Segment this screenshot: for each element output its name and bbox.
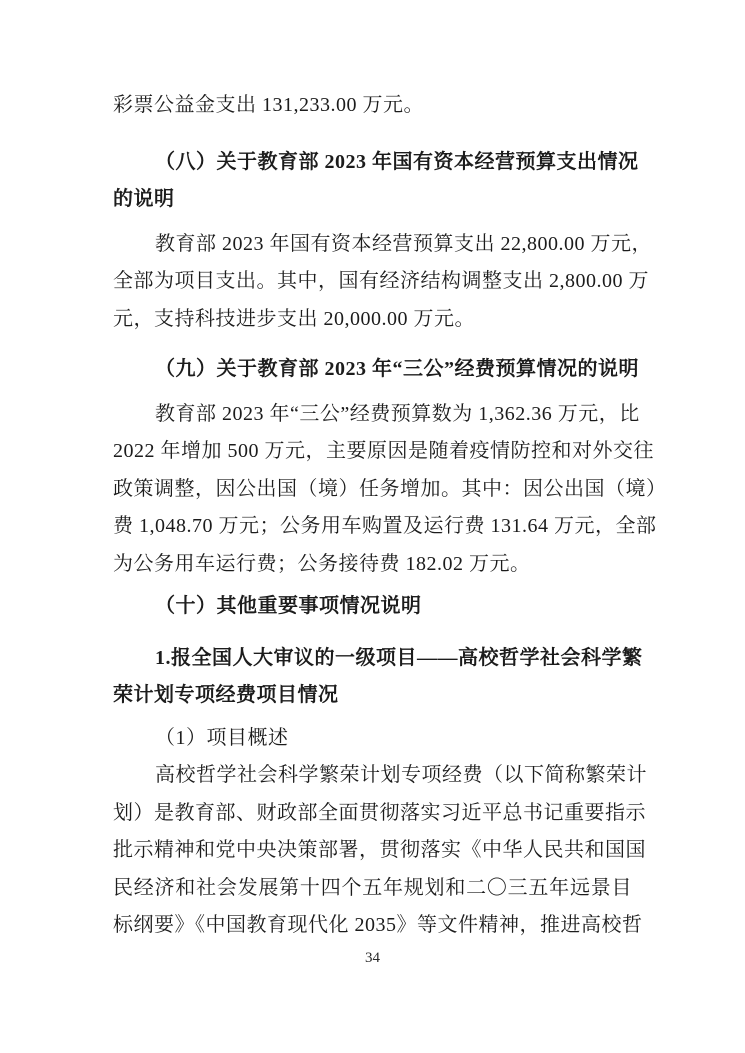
heading-item-1 — [113, 640, 643, 715]
text-line: （八）关于教育部 2023 年国有资本经营预算支出情况 — [155, 150, 639, 173]
paragraph-state-capital-budget — [113, 226, 652, 339]
text-line: 为公务用车运行费；公务接待费 182.02 万元。 — [113, 552, 531, 575]
paragraph-project-overview-label — [113, 720, 632, 758]
text-line: 彩票公益金支出 131,233.00 万元。 — [113, 94, 424, 116]
paragraph-project-overview — [113, 757, 647, 945]
text-line: （九）关于教育部 2023 年“三公”经费预算情况的说明 — [155, 358, 639, 380]
heading-section-10 — [113, 588, 632, 626]
text-line: 民经济和社会发展第十四个五年规划和二〇三五年远景目 — [113, 876, 632, 899]
text-line: 费 1,048.70 万元；公务用车购置及运行费 131.64 万元，全部 — [113, 515, 657, 537]
text-line: 1.报全国人大审议的一级项目——高校哲学社会科学繁 — [155, 646, 643, 669]
page-number: 34 — [365, 950, 380, 966]
text-line: 全部为项目支出。其中，国有经济结构调整支出 2,800.00 万 — [113, 270, 649, 292]
paragraph-lottery-fund — [113, 87, 632, 125]
text-line: 教育部 2023 年国有资本经营预算支出 22,800.00 万元， — [155, 232, 652, 255]
text-line: 教育部 2023 年“三公”经费预算数为 1,362.36 万元，比 — [155, 402, 640, 425]
text-line: 元，支持科技进步支出 20,000.00 万元。 — [113, 307, 475, 330]
text-line: （1）项目概述 — [155, 726, 289, 749]
heading-section-9 — [113, 351, 639, 389]
text-line: 荣计划专项经费项目情况 — [113, 684, 339, 706]
text-line: 政策调整，因公出国（境）任务增加。其中：因公出国（境） — [113, 477, 667, 500]
text-line: 标纲要》《中国教育现代化 2035》等文件精神，推进高校哲 — [113, 914, 643, 936]
text-line: 的说明 — [113, 188, 175, 210]
text-line: 批示精神和党中央决策部署，贯彻落实《中华人民共和国国 — [113, 839, 646, 861]
document-body — [113, 87, 667, 945]
text-line: 划）是教育部、财政部全面贯彻落实习近平总书记重要指示 — [113, 801, 646, 824]
text-line: 2022 年增加 500 万元，主要原因是随着疫情防控和对外交往 — [113, 440, 654, 462]
heading-section-8 — [113, 144, 639, 219]
paragraph-three-public-expenses — [113, 396, 667, 584]
text-line: （十）其他重要事项情况说明 — [155, 595, 422, 617]
text-line: 高校哲学社会科学繁荣计划专项经费（以下简称繁荣计 — [155, 764, 647, 786]
